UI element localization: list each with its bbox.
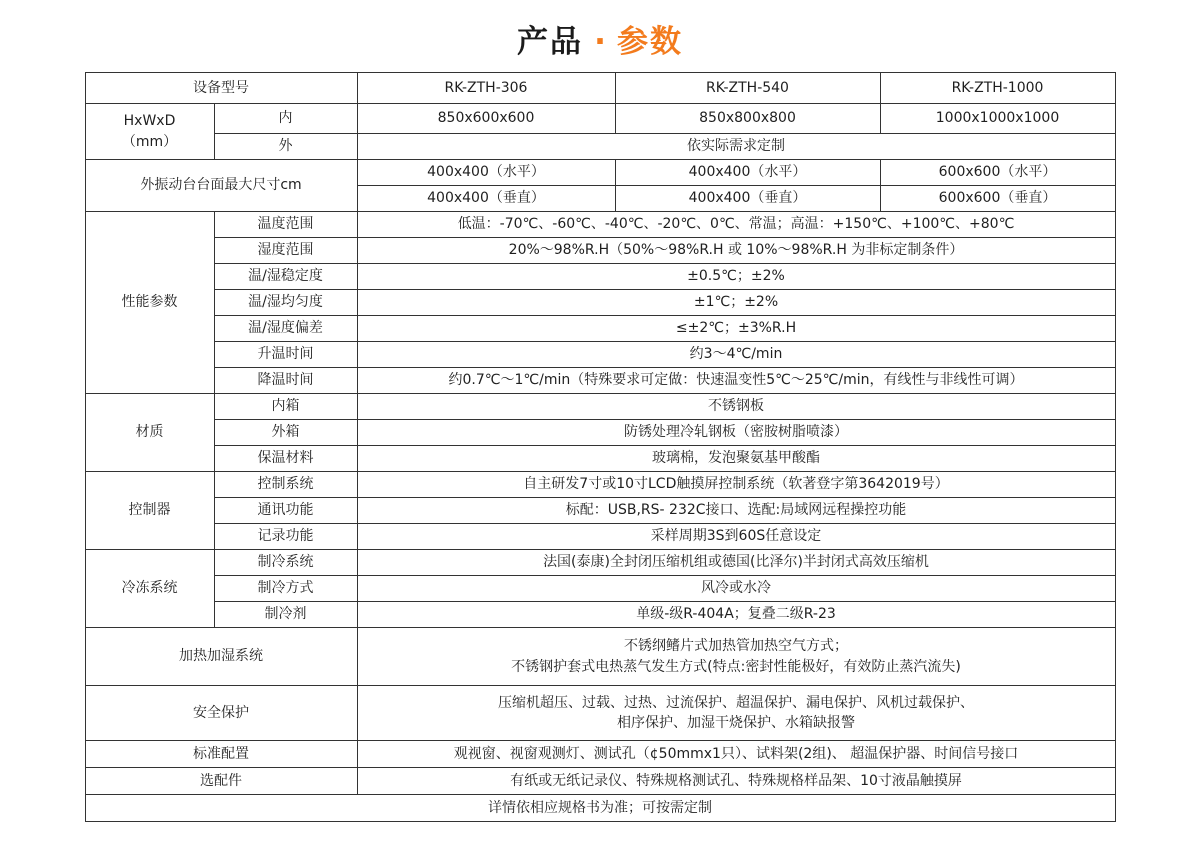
cell-optional-label: 选配件	[85, 768, 357, 795]
cell-vibration-v-540: 400x400（垂直）	[615, 186, 880, 212]
cell-control-system-label: 控制系统	[214, 472, 357, 498]
cell-deviation-label: 温/湿度偏差	[214, 316, 357, 342]
cell-record-label: 记录功能	[214, 524, 357, 550]
row-material-insulation	[85, 446, 1115, 472]
cell-heatup-label: 升温时间	[214, 342, 357, 368]
dimensions-group-line1: HxWxD	[123, 113, 176, 130]
cell-refrigerant-value: 单级-级R-404A；复叠二级R-23	[357, 602, 1115, 628]
cell-inner-box-value: 不锈钢板	[357, 394, 1115, 420]
cell-cooldown-label: 降温时间	[214, 368, 357, 394]
row-controller-system	[85, 472, 1115, 498]
row-safety-protection	[85, 686, 1115, 741]
page-title-orange: 参数	[616, 24, 683, 60]
row-material-inner	[85, 394, 1115, 420]
cell-temp-range-label: 温度范围	[214, 212, 357, 238]
cell-control-system-value: 自主研发7寸或10寸LCD触摸屏控制系统（软著登字第3642019号）	[357, 472, 1115, 498]
heating-value-line2: 不锈钢护套式电热蒸气发生方式(特点:密封性能极好，有效防止蒸汽流失)	[511, 658, 961, 675]
row-performance-stability	[85, 264, 1115, 290]
cell-safety-label: 安全保护	[85, 686, 357, 741]
row-heating-system	[85, 628, 1115, 686]
cell-vibration-h-1000: 600x600（水平）	[880, 160, 1115, 186]
title-dot-separator: ·	[594, 24, 606, 60]
row-footer-note	[85, 795, 1115, 822]
cell-footer-note: 详情依相应规格书为准；可按需定制	[85, 795, 1115, 822]
cell-refrig-system-value: 法国(泰康)全封闭压缩机组或德国(比泽尔)半封闭式高效压缩机	[357, 550, 1115, 576]
cell-dimensions-group	[85, 104, 214, 160]
cell-comm-value: 标配：USB,RS- 232C接口、选配:局域网远程操控功能	[357, 498, 1115, 524]
cell-deviation-value: ≤±2℃；±3%R.H	[357, 316, 1115, 342]
cell-performance-group: 性能参数	[85, 212, 214, 394]
cell-insulation-value: 玻璃棉，发泡聚氨基甲酸酯	[357, 446, 1115, 472]
cell-vibration-v-1000: 600x600（垂直）	[880, 186, 1115, 212]
cell-inner-box-label: 内箱	[214, 394, 357, 420]
row-optional-parts	[85, 768, 1115, 795]
cell-optional-value: 有纸或无纸记录仪、特殊规格测试孔、特殊规格样品架、10寸液晶触摸屏	[357, 768, 1115, 795]
cell-refrig-method-value: 风冷或水冷	[357, 576, 1115, 602]
cell-humidity-range-value: 20%～98%R.H（50%～98%R.H 或 10%～98%R.H 为非标定制条件）	[357, 238, 1115, 264]
cell-outer-box-value: 防锈处理冷轧钢板（密胺树脂喷漆）	[357, 420, 1115, 446]
page-title-black: 产品	[517, 24, 584, 60]
cell-uniformity-label: 温/湿均匀度	[214, 290, 357, 316]
row-controller-comm	[85, 498, 1115, 524]
cell-vibration-h-540: 400x400（水平）	[615, 160, 880, 186]
dimensions-group-line2: （mm）	[121, 133, 178, 150]
row-performance-temp-range	[85, 212, 1115, 238]
row-model-header	[85, 73, 1115, 104]
cell-vibration-label: 外振动台台面最大尺寸cm	[85, 160, 357, 212]
row-performance-cooldown	[85, 368, 1115, 394]
cell-inner-540: 850x800x800	[615, 104, 880, 134]
cell-uniformity-value: ±1℃；±2%	[357, 290, 1115, 316]
cell-safety-value	[357, 686, 1115, 741]
row-performance-humidity-range	[85, 238, 1115, 264]
cell-outer-box-label: 外箱	[214, 420, 357, 446]
cell-insulation-label: 保温材料	[214, 446, 357, 472]
cell-outer-value: 依实际需求定制	[357, 134, 1115, 160]
cell-refrigeration-group: 冷冻系统	[85, 550, 214, 628]
cell-standard-value: 观视窗、视窗观测灯、测试孔（¢50mmx1只）、试料架(2组)、 超温保护器、时间信号接口	[357, 741, 1115, 768]
cell-stability-value: ±0.5℃；±2%	[357, 264, 1115, 290]
cell-outer-label: 外	[214, 134, 357, 160]
row-material-outer	[85, 420, 1115, 446]
row-standard-config	[85, 741, 1115, 768]
cell-humidity-range-label: 湿度范围	[214, 238, 357, 264]
spec-table	[85, 72, 1116, 822]
cell-model-540: RK-ZTH-540	[615, 73, 880, 104]
safety-value-line2: 相序保护、加湿干烧保护、水箱缺报警	[617, 715, 855, 731]
cell-comm-label: 通讯功能	[214, 498, 357, 524]
cell-inner-label: 内	[214, 104, 357, 134]
row-dimensions-outer	[85, 134, 1115, 160]
row-performance-heatup	[85, 342, 1115, 368]
cell-refrig-system-label: 制冷系统	[214, 550, 357, 576]
cell-inner-1000: 1000x1000x1000	[880, 104, 1115, 134]
row-vibration-horizontal	[85, 160, 1115, 186]
cell-heating-label: 加热加湿系统	[85, 628, 357, 686]
cell-refrigerant-label: 制冷剂	[214, 602, 357, 628]
cell-model-1000: RK-ZTH-1000	[880, 73, 1115, 104]
row-performance-uniformity	[85, 290, 1115, 316]
page-title	[0, 0, 1200, 72]
cell-heating-value	[357, 628, 1115, 686]
row-dimensions-inner	[85, 104, 1115, 134]
safety-value-line1: 压缩机超压、过载、过热、过流保护、超温保护、漏电保护、风机过载保护、	[498, 694, 974, 711]
row-refrigeration-system	[85, 550, 1115, 576]
cell-material-group: 材质	[85, 394, 214, 472]
cell-model-306: RK-ZTH-306	[357, 73, 615, 104]
cell-controller-group: 控制器	[85, 472, 214, 550]
row-refrigeration-method	[85, 576, 1115, 602]
cell-standard-label: 标准配置	[85, 741, 357, 768]
cell-vibration-v-306: 400x400（垂直）	[357, 186, 615, 212]
row-refrigerant	[85, 602, 1115, 628]
cell-temp-range-value: 低温：-70℃、-60℃、-40℃、-20℃、0℃、常温；高温：+150℃、+100℃、+80℃	[357, 212, 1115, 238]
heating-value-line1: 不锈纲鳍片式加热管加热空气方式；	[624, 638, 848, 655]
row-controller-record	[85, 524, 1115, 550]
cell-model-label: 设备型号	[85, 73, 357, 104]
cell-stability-label: 温/湿稳定度	[214, 264, 357, 290]
cell-heatup-value: 约3～4℃/min	[357, 342, 1115, 368]
row-performance-deviation	[85, 316, 1115, 342]
cell-vibration-h-306: 400x400（水平）	[357, 160, 615, 186]
cell-inner-306: 850x600x600	[357, 104, 615, 134]
cell-refrig-method-label: 制冷方式	[214, 576, 357, 602]
cell-record-value: 采样周期3S到60S任意设定	[357, 524, 1115, 550]
cell-cooldown-value: 约0.7℃～1℃/min（特殊要求可定做：快速温变性5℃～25℃/min，有线性与非线性可调）	[357, 368, 1115, 394]
